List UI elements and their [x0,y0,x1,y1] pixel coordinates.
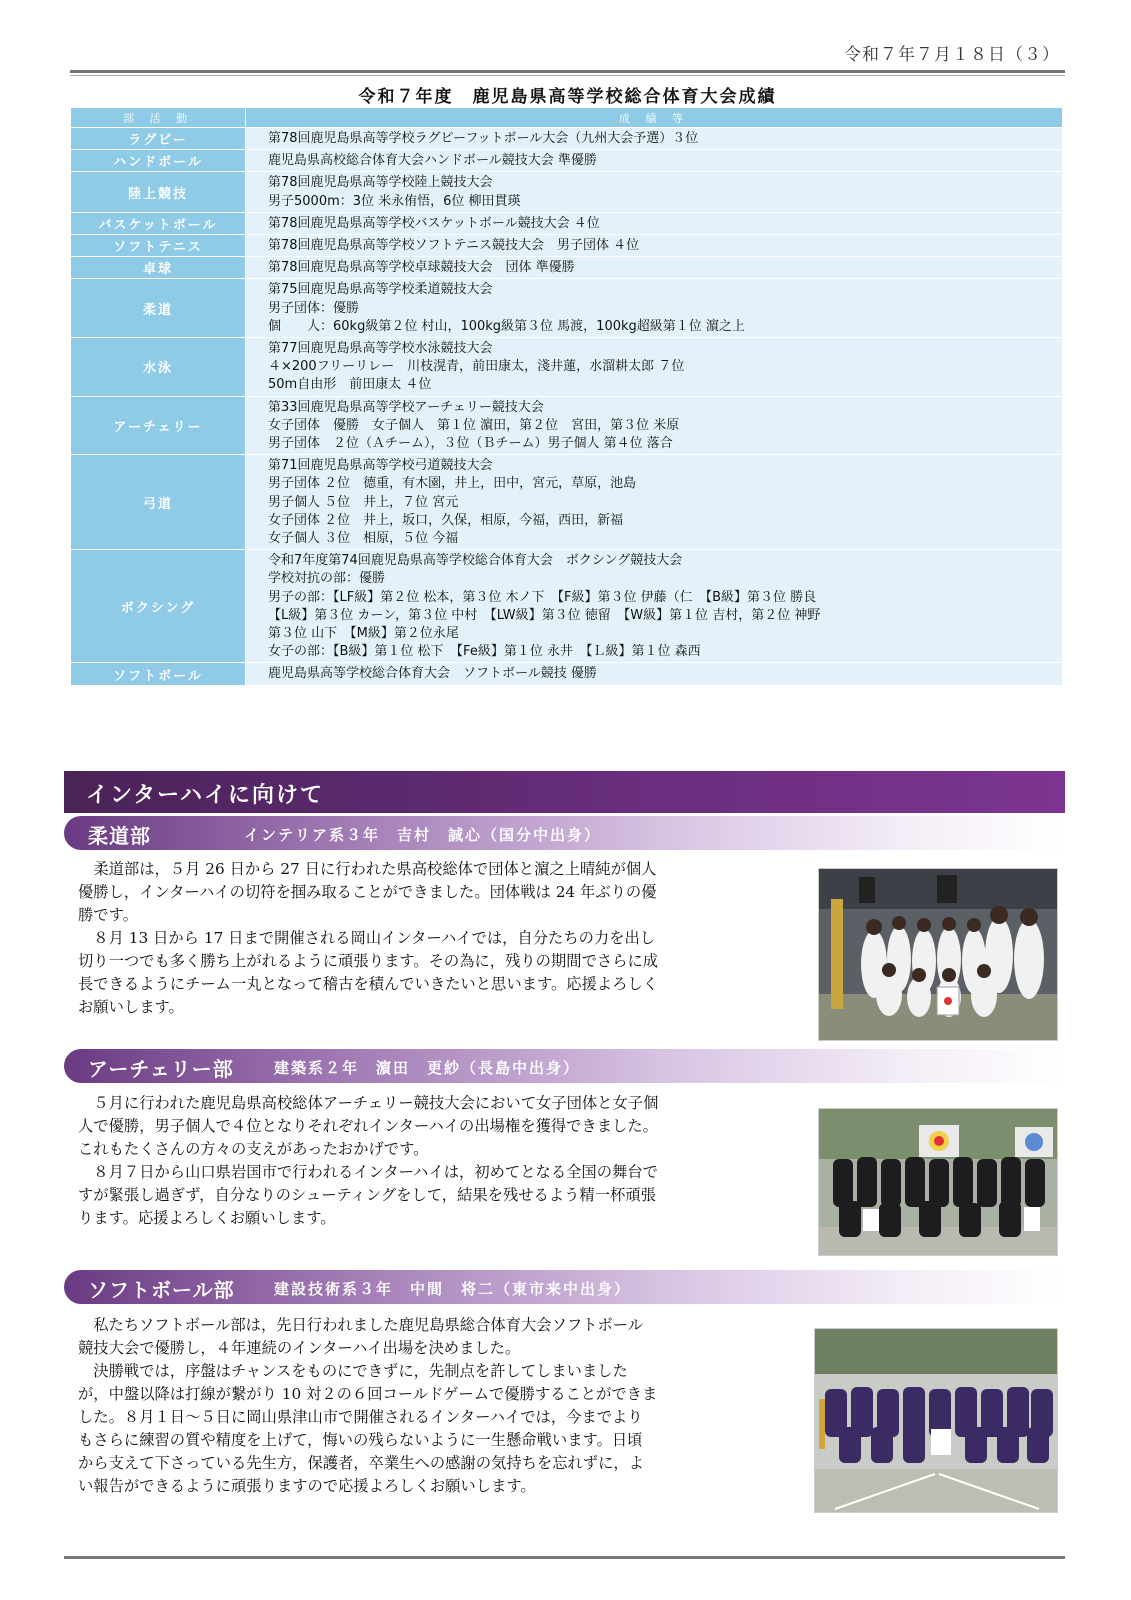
club-cell: 陸上競技 [71,172,246,212]
paragraph-line: 私たちソフトボール部は，先日行われました鹿児島県総合体育大会ソフトボール [78,1316,644,1334]
section-title-bar [64,771,1065,813]
result-cell [246,663,1063,685]
result-line: 第78回鹿児島県高等学校陸上競技大会 [268,175,493,191]
paragraph-line: ります。応援よろしくお願いします。 [78,1209,336,1227]
result-line: 女子団体 ２位 井上，坂口，久保，相原，今福，西田，新福 [268,512,624,528]
club-column-header: 部 活 動 [71,108,246,128]
club-cell: バスケットボール [71,212,246,234]
results-row [71,150,1063,172]
softball-team-photo [814,1328,1058,1513]
results-row [71,172,1063,212]
result-line: 女子団体 優勝 女子個人 第１位 濵田，第２位 宮田，第３位 米原 [268,417,680,433]
result-line: 第75回鹿児島県高等学校柔道競技大会 [268,282,493,298]
result-cell [246,396,1063,455]
club-header-softball [64,1270,1065,1304]
club-cell: 弓道 [71,455,246,550]
result-line: 男子団体：優勝 [268,300,360,316]
results-row [71,257,1063,279]
results-row [71,235,1063,257]
paragraph-line: これもたくさんの方々の支えがあったおかげです。 [78,1140,429,1158]
club-header-judo [64,816,1065,850]
result-cell [246,212,1063,234]
paragraph-line: い報告ができるように頑張りますので応援よろしくお願いします。 [78,1477,536,1495]
result-cell [246,257,1063,279]
results-row [71,455,1063,550]
issue-date: 令和７年７月１８日（３） [844,45,1060,65]
result-line: 第71回鹿児島県高等学校弓道競技大会 [268,458,493,474]
paragraph-line: もさらに練習の質や精度を上げて，悔いの残らないように一生懸命戦います。日頃 [78,1431,643,1449]
club-name: アーチェリー部 [88,1057,234,1081]
club-cell: ラグビー [71,128,246,150]
results-row [71,550,1063,663]
club-cell: 柔道 [71,279,246,338]
paragraph-line: すが緊張し過ぎず，自分なりのシューティングをして，結果を残せるよう精一杯頑張 [78,1186,656,1204]
result-cell [246,235,1063,257]
paragraph-line: 勝です。 [78,906,138,924]
result-line: 個 人：60kg級第２位 村山，100kg級第３位 馬渡，100kg超級第１位 濵之上 [268,318,745,334]
paragraph-line: 長できるようにチーム一丸となって稽古を積んでいきたいと思います。応援よろしく [78,975,659,993]
paragraph-line: ５月に行われた鹿児島県高校総体アーチェリー競技大会において女子団体と女子個 [78,1094,659,1112]
club-text-judo [78,858,658,1019]
results-title: 令和７年度 鹿児島県高等学校総合体育大会成績 [358,87,777,107]
result-line: 男子団体 ２位 德重，有木園，井上，田中，宮元，草原，池島 [268,476,637,492]
result-line: 女子の部：【B級】第１位 松下 【Fe級】第１位 永井 【Ｌ級】第１位 森西 [268,644,701,660]
result-cell [246,279,1063,338]
paragraph-line: ８月７日から山口県岩国市で行われるインターハイは，初めてとなる全国の舞台で [78,1163,658,1181]
result-column-header: 成 績 等 [246,108,1063,128]
paragraph-line: した。８月１日～５日に岡山県津山市で開催されるインターハイでは，今までより [78,1408,643,1426]
paragraph-line: から支えて下さっている先生方，保護者，卒業生への感謝の気持ちを忘れずに，よ [78,1454,644,1472]
result-line: 令和7年度第74回鹿児島県高等学校総合体育大会 ボクシング競技大会 [268,553,683,569]
result-line: 男子個人 ５位 井上，７位 宮元 [268,494,459,510]
section-title: インターハイに向けて [86,783,325,808]
header-rule [70,70,1065,73]
result-line: 学校対抗の部：優勝 [268,571,386,587]
paragraph-line: 決勝戦では，序盤はチャンスをものにできずに，先制点を許してしまいました [78,1362,628,1380]
results-row [71,128,1063,150]
result-line: 【L級】第３位 カーン，第３位 中村 【LW級】第３位 徳留 【W級】第１位 吉村，第２位 神野 [268,607,821,623]
result-cell [246,455,1063,550]
results-header-row [71,108,1063,128]
judo-photo-graphic [819,869,1058,1041]
header-rule-thin [70,75,1065,76]
paragraph-line: ８月 13 日から 17 日まで開催される岡山インターハイでは，自分たちの力を出し [78,929,656,947]
archery-team-photo [818,1108,1058,1256]
paragraph-line: 切り一つでも多く勝ち上がれるように頑張ります。その為に，残りの期間でさらに成 [78,952,659,970]
result-line: 鹿児島県高等学校総合体育大会 ソフトボール競技 優勝 [268,666,597,682]
result-line: ４×200フリーリレー 川枝滉青，前田康太，淺井蓮，水溜耕太郎 ７位 [268,359,685,375]
club-name: 柔道部 [88,824,151,848]
club-cell: 水泳 [71,338,246,397]
footer-rule [64,1556,1065,1559]
result-cell [246,550,1063,663]
club-cell: ボクシング [71,550,246,663]
results-row [71,279,1063,338]
club-author: インテリア系３年 吉村 誠心（国分中出身） [244,826,602,844]
result-line: 第33回鹿児島県高等学校アーチェリー競技大会 [268,399,544,415]
club-cell: ソフトボール [71,663,246,685]
result-line: 第78回鹿児島県高等学校ラグビーフットボール大会（九州大会予選）３位 [268,131,699,146]
club-cell: ソフトテニス [71,235,246,257]
paragraph-line: お願いします。 [78,998,184,1016]
archery-photo-graphic [819,1109,1058,1256]
result-line: 男子の部：【LF級】第２位 松本，第３位 木ノ下 【F級】第３位 伊藤（仁 【B級】第３位 勝良 [268,589,817,605]
club-author: 建設技術系３年 中間 将二（東市来中出身） [274,1280,632,1298]
result-cell [246,172,1063,212]
result-line: 第77回鹿児島県高等学校水泳競技大会 [268,341,493,357]
paragraph-line: 柔道部は，５月 26 日から 27 日に行われた県高校総体で団体と濵之上晴純が個人 [78,860,657,878]
paragraph-line: 人で優勝，男子個人で４位となりそれぞれインターハイの出場権を獲得できました。 [78,1117,658,1135]
result-line: 第78回鹿児島県高等学校バスケットボール競技大会 ４位 [268,215,600,231]
result-line: 男子5000m：3位 米永侑悟，6位 柳田貫瑛 [268,193,521,209]
result-cell [246,338,1063,397]
result-line: 鹿児島県高校総合体育大会ハンドボール競技大会 準優勝 [268,153,597,169]
result-line: 女子個人 ３位 相原，５位 今福 [268,531,459,547]
result-line: 50m自由形 前田康太 ４位 [268,377,432,393]
results-body [71,128,1063,686]
club-name: ソフトボール部 [88,1278,235,1302]
results-row [71,663,1063,685]
result-cell [246,150,1063,172]
result-line: 第３位 山下 【M級】第２位永尾 [268,626,459,642]
club-text-archery [78,1092,658,1230]
club-author: 建築系２年 濵田 更紗（長島中出身） [274,1059,581,1077]
results-row [71,396,1063,455]
result-cell [246,128,1063,150]
club-text-softball [78,1314,657,1498]
results-row [71,212,1063,234]
results-table [70,107,1063,686]
judo-team-photo [818,868,1058,1041]
softball-photo-graphic [815,1329,1058,1513]
club-header-archery [64,1049,1065,1083]
paragraph-line: 優勝し，インターハイの切符を掴み取ることができました。団体戦は 24 年ぶりの優 [78,883,657,901]
club-cell: 卓球 [71,257,246,279]
paragraph-line: が，中盤以降は打線が繋がり 10 対２の６回コールドゲームで優勝することができま [78,1385,658,1403]
result-line: 男子団体 ２位（Ａチーム），３位（Ｂチーム）男子個人 第４位 落合 [268,436,673,452]
paragraph-line: 競技大会で優勝し，４年連続のインターハイ出場を決めました。 [78,1339,521,1357]
results-row [71,338,1063,397]
result-line: 第78回鹿児島県高等学校ソフトテニス競技大会 男子団体 ４位 [268,238,640,254]
result-line: 第78回鹿児島県高等学校卓球競技大会 団体 準優勝 [268,260,575,276]
club-cell: アーチェリー [71,396,246,455]
club-cell: ハンドボール [71,150,246,172]
